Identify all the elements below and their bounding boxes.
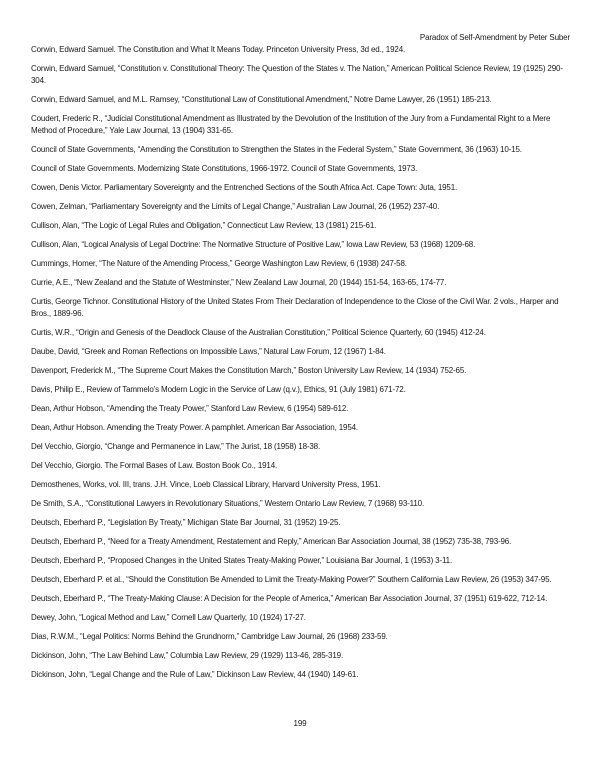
bibliography-entry: Cummings, Homer, “The Nature of the Amending Process,” George Washington Law Review, 6 (1938) 247-58. (31, 259, 407, 268)
bibliography-entry: Council of State Governments, “Amending the Constitution to Strengthen the States in the Federal System,” State Government, 36 (1963) 10-15. (31, 145, 522, 154)
bibliography-entry: Cullison, Alan, “Logical Analysis of Legal Doctrine: The Normative Structure of Positive Law,” Iowa Law Review, 53 (1968) 1209-68. (31, 240, 476, 249)
bibliography-entry: Daube, David, “Greek and Roman Reflections on Impossible Laws,” Natural Law Forum, 12 (1967) 1-84. (31, 347, 386, 356)
bibliography-entry: Del Vecchio, Giorgio, “Change and Permanence in Law,” The Jurist, 18 (1958) 18-38. (31, 442, 321, 451)
bibliography-entry: Council of State Governments. Modernizing State Constitutions, 1966-1972. Council of State Governments, 1973. (31, 164, 418, 173)
bibliography-entry: Dickinson, John, “Legal Change and the Rule of Law,” Dickinson Law Review, 44 (1940) 149-61. (31, 670, 359, 679)
bibliography-entry: Cowen, Denis Victor. Parliamentary Sovereignty and the Entrenched Sections of the South Africa Act. Cape Town: Juta, 1951. (31, 183, 458, 192)
bibliography-entry: Dewey, John, “Logical Method and Law,” Cornell Law Quarterly, 10 (1924) 17-27. (31, 613, 306, 622)
bibliography-entry: Davis, Philip E., Review of Tammelo’s Modern Logic in the Service of Law (q.v.), Ethics, 91 (July 1981) 671-72. (31, 385, 406, 394)
bibliography-entry: Dean, Arthur Hobson, “Amending the Treaty Power,” Stanford Law Review, 6 (1954) 589-612. (31, 404, 349, 413)
bibliography-entry: Cullison, Alan, “The Logic of Legal Rules and Obligation,” Connecticut Law Review, 13 (1981) 215-61. (31, 221, 377, 230)
bibliography-entry: De Smith, S.A., “Constitutional Lawyers in Revolutionary Situations,” Western Ontario Law Review, 7 (1968) 93-110. (31, 499, 425, 508)
bibliography-entry: Deutsch, Eberhard P. et al., “Should the Constitution Be Amended to Limit the Treaty-Making Power?” Southern California Law Review, 26 (1953) 347-95. (31, 575, 552, 584)
bibliography-entry: Dickinson, John, “The Law Behind Law,” Columbia Law Review, 29 (1929) 113-46, 285-319. (31, 651, 344, 660)
bibliography-entry: Coudert, Frederic R., “Judicial Constitutional Amendment as Illustrated by the Devolution of the Institution of the Jury from a Fundamental Right to a Mere Method of Procedure,” Yale Law Journal, 13 (1904) 331-65. (31, 114, 551, 135)
bibliography-entry: Deutsch, Eberhard P., “Legislation By Treaty,” Michigan State Bar Journal, 31 (1952) 19-25. (31, 518, 341, 527)
bibliography-entry: Corwin, Edward Samuel. The Constitution and What It Means Today. Princeton University Press, 3d ed., 1924. (31, 45, 406, 54)
running-header: Paradox of Self-Amendment by Peter Suber (419, 33, 570, 42)
bibliography-entry: Davenport, Frederick M., “The Supreme Court Makes the Constitution March,” Boston University Law Review, 14 (1934) 752-65. (31, 366, 467, 375)
bibliography-entry: Demosthenes, Works, vol. III, trans. J.H. Vince, Loeb Classical Library, Harvard University Press, 1951. (31, 480, 381, 489)
bibliography-entry: Corwin, Edward Samuel, “Constitution v. Constitutional Theory: The Question of the States v. The Nation,” American Political Science Review, 19 (1925) 290-304. (31, 64, 563, 85)
bibliography-entry: Curtis, W.R., “Origin and Genesis of the Deadlock Clause of the Australian Constitution,” Political Science Quarterly, 60 (1945) 412-24. (31, 328, 486, 337)
bibliography-entry: Currie, A.E., “New Zealand and the Statute of Westminster,” New Zealand Law Journal, 20 (1944) 151-54, 163-65, 174-77. (31, 278, 447, 287)
bibliography-entry: Del Vecchio, Giorgio. The Formal Bases of Law. Boston Book Co., 1914. (31, 461, 278, 470)
bibliography-entry: Deutsch, Eberhard P., “Need for a Treaty Amendment, Restatement and Reply,” American Bar Association Journal, 38 (1952) 735-38, 793-96. (31, 537, 512, 546)
page-number: 199 (293, 719, 307, 728)
bibliography-entry: Deutsch, Eberhard P., “The Treaty-Making Clause: A Decision for the People of America,” American Bar Association Journal, 37 (1951) 619-622, 712-14. (31, 594, 548, 603)
bibliography-entry: Cowen, Zelman, “Parliamentary Sovereignty and the Limits of Legal Change,” Australian Law Journal, 26 (1952) 237-40. (31, 202, 440, 211)
bibliography-list (31, 44, 570, 681)
bibliography-entry: Deutsch, Eberhard P., “Proposed Changes in the United States Treaty-Making Power,” Louisiana Bar Journal, 1 (1953) 3-11. (31, 556, 453, 565)
bibliography-entry: Corwin, Edward Samuel, and M.L. Ramsey, “Constitutional Law of Constitutional Amendment,” Notre Dame Lawyer, 26 (1951) 185-213. (31, 95, 492, 104)
bibliography-entry: Curtis, George Tichnor. Constitutional History of the United States From Their Declaration of Independence to the Close of the Civil War. 2 vols., Harper and Bros., 1889-96. (31, 297, 559, 318)
bibliography-entry: Dias, R.W.M., “Legal Politics: Norms Behind the Grundnorm,” Cambridge Law Journal, 26 (1968) 233-59. (31, 632, 388, 641)
bibliography-entry: Dean, Arthur Hobson. Amending the Treaty Power. A pamphlet. American Bar Association, 1954. (31, 423, 358, 432)
